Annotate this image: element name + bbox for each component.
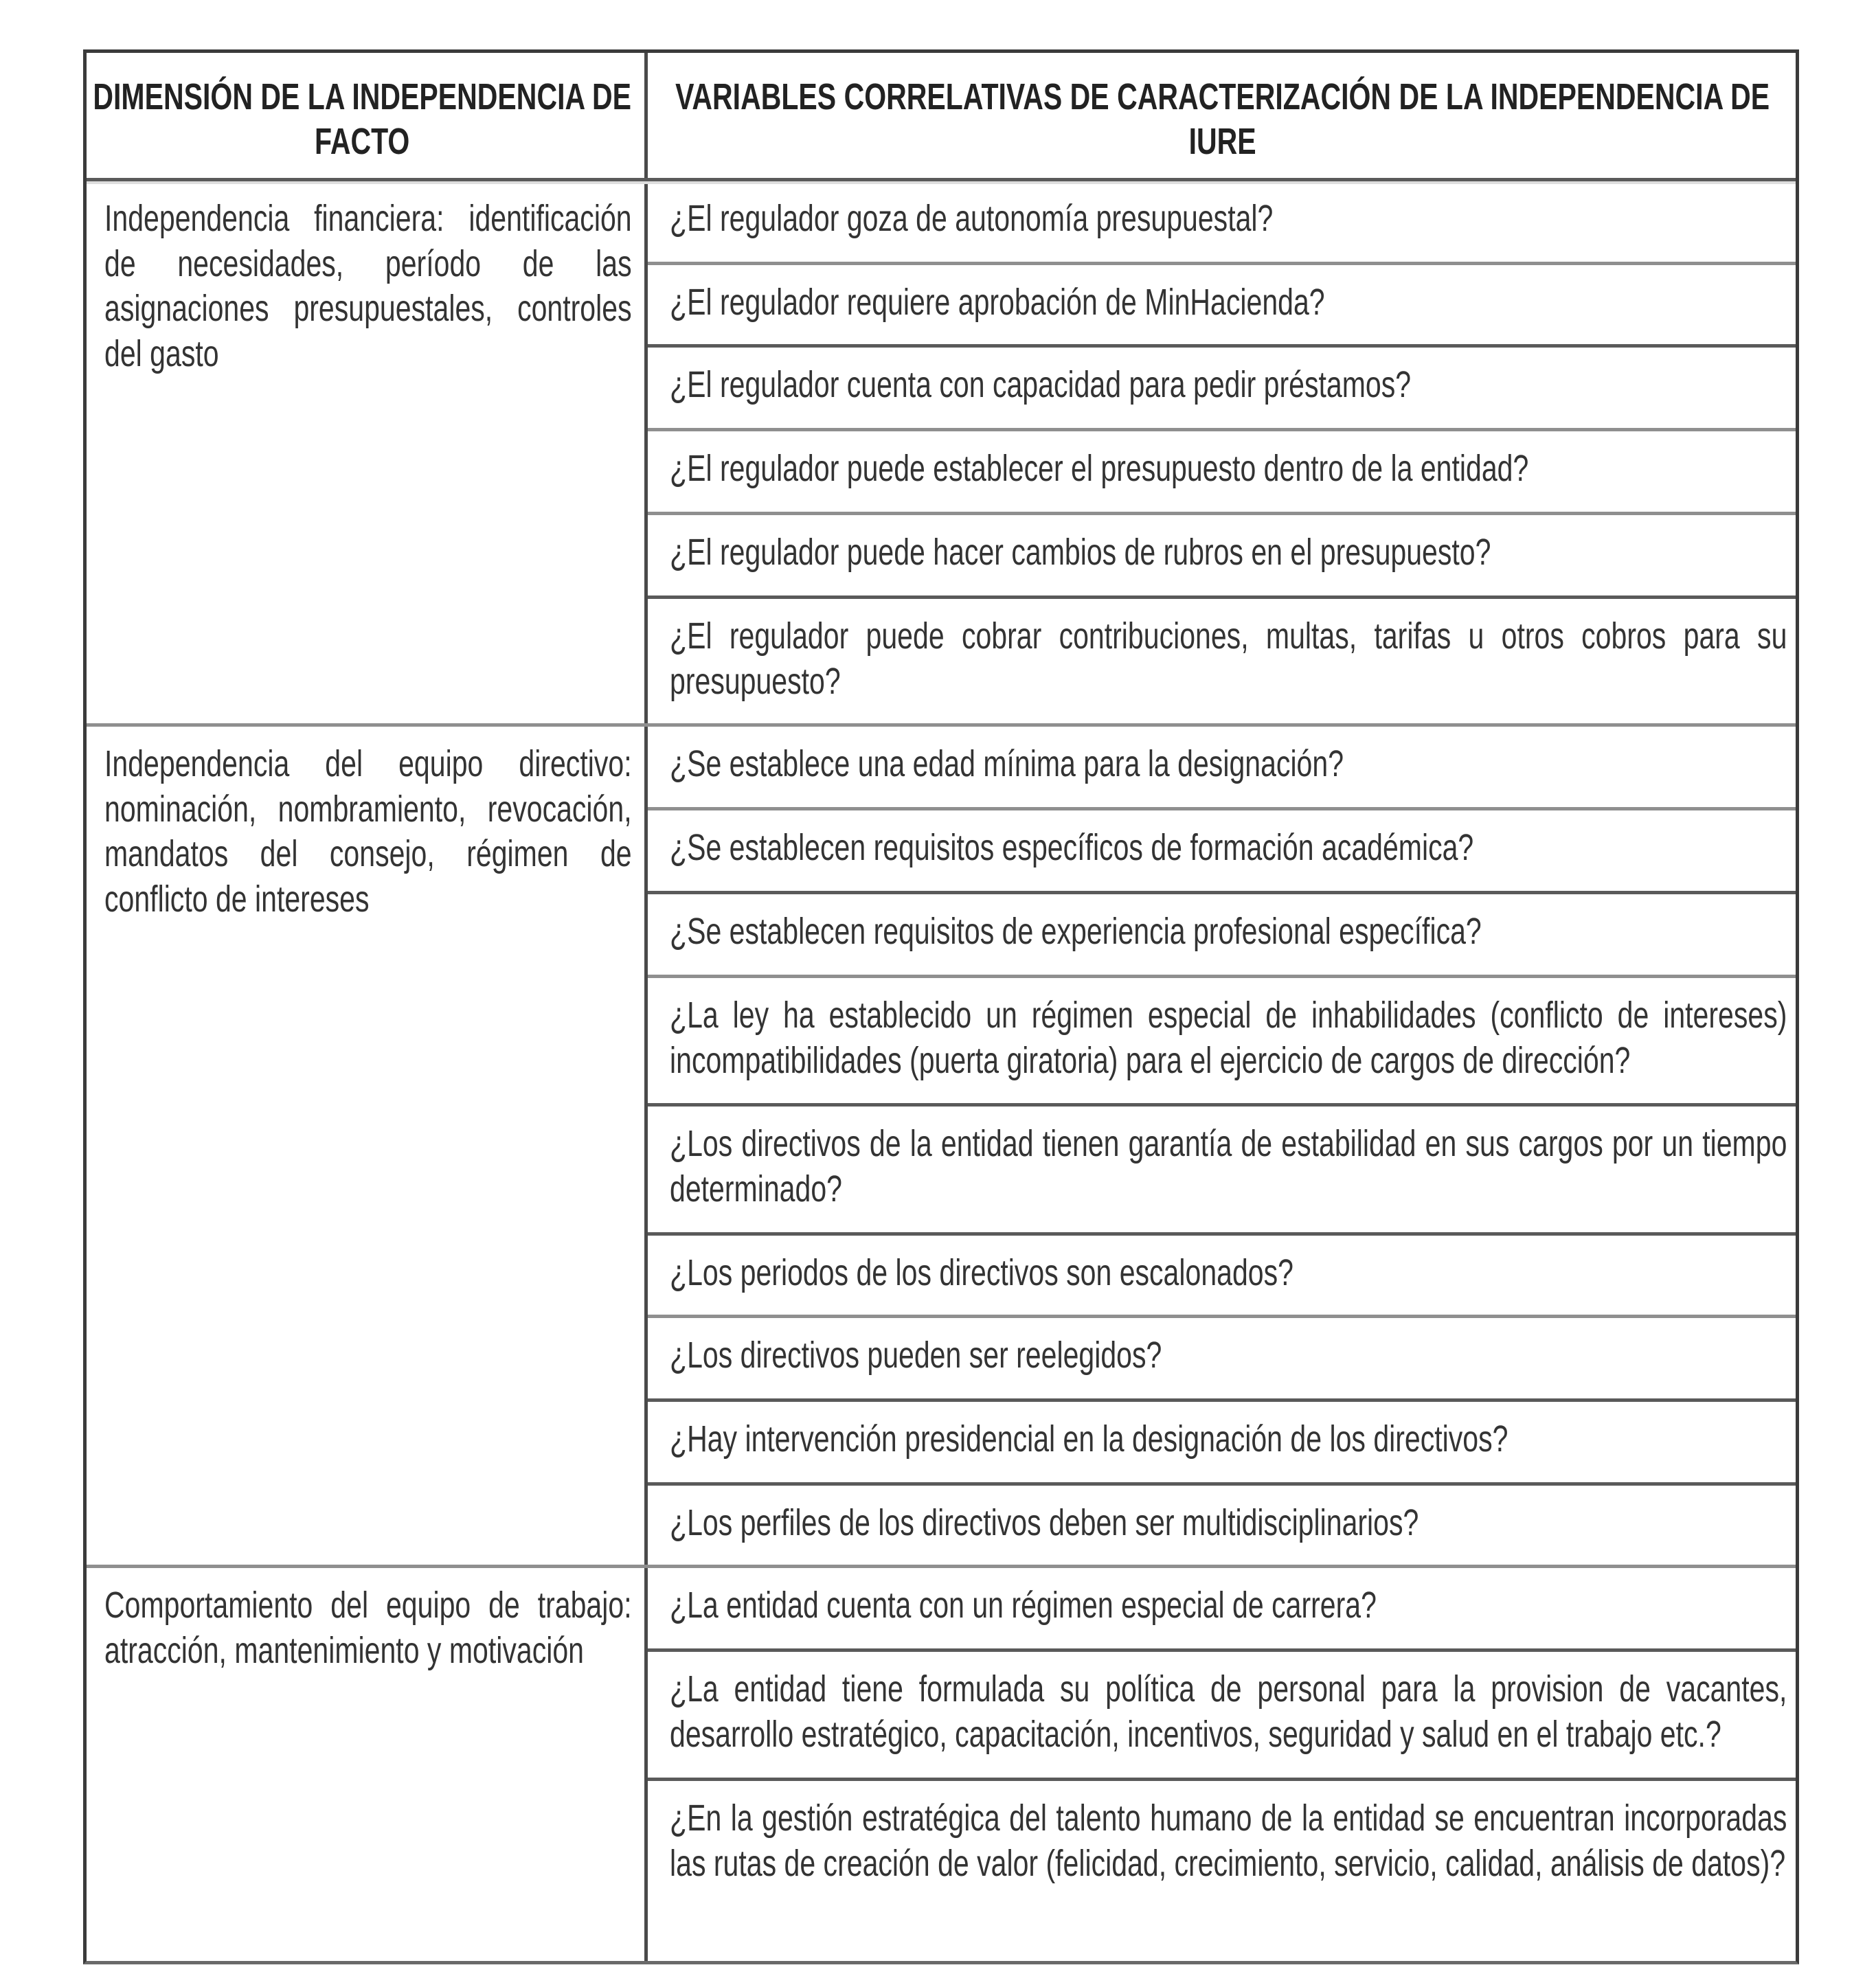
variable-text: ¿Hay intervención presidencial en la designación de los directivos?: [670, 1418, 1508, 1460]
dimension-text: Comportamiento del equipo de trabajo: atracción, mantenimiento y motivación: [104, 1585, 632, 1671]
variable-cell: [648, 599, 1796, 723]
variable-text: ¿La entidad cuenta con un régimen especial de carrera?: [670, 1585, 1377, 1626]
variable-text: ¿Los directivos pueden ser reelegidos?: [670, 1335, 1162, 1376]
dimension-text: Independencia del equipo directivo: nominación, nombramiento, revocación, mandatos del consejo, régimen de conflicto de intereses: [104, 743, 632, 920]
variable-cell: [648, 1318, 1796, 1398]
variable-text: ¿Se establecen requisitos de experiencia profesional específica?: [670, 911, 1482, 952]
variable-text: ¿El regulador goza de autonomía presupuestal?: [670, 198, 1274, 239]
variable-text: ¿El regulador puede hacer cambios de rubros en el presupuesto?: [670, 532, 1491, 573]
variable-cell: [648, 1568, 1796, 1648]
header-variables: [648, 53, 1796, 178]
variable-cell: [648, 265, 1796, 344]
variable-text: ¿Los perfiles de los directivos deben ser multidisciplinarios?: [670, 1502, 1419, 1543]
variable-cell: [648, 978, 1796, 1103]
independence-table: [83, 49, 1799, 1964]
dimension-cell-financial: [87, 181, 644, 723]
variable-text: ¿El regulador requiere aprobación de MinHacienda?: [670, 282, 1325, 323]
header-dimension-text: DIMENSIÓN DE LA INDEPENDENCIA DE FACTO: [93, 76, 632, 162]
variable-text: ¿Los directivos de la entidad tienen garantía de estabilidad en sus cargos por un tiempo determinado?: [670, 1123, 1787, 1210]
header-variables-text: VARIABLES CORRELATIVAS DE CARACTERIZACIÓN DE LA INDEPENDENCIA DE IURE: [675, 76, 1770, 162]
variable-text: ¿La entidad tiene formulada su política de personal para la provision de vacantes, desarrollo estratégico, capacitación, incentivos, seguridad y salud en el trabajo etc.?: [670, 1668, 1787, 1755]
variable-text: ¿La ley ha establecido un régimen especial de inhabilidades (conflicto de intereses) incompatibilidades (puerta giratoria) para el ejercicio de cargos de dirección?: [670, 995, 1787, 1081]
variable-text: ¿Se establece una edad mínima para la designación?: [670, 743, 1344, 784]
variable-text: ¿El regulador puede cobrar contribuciones, multas, tarifas u otros cobros para su presupuesto?: [670, 615, 1787, 702]
variable-cell: [648, 727, 1796, 807]
variable-cell: [648, 894, 1796, 975]
dimension-text: Independencia financiera: identificación de necesidades, período de las asignaciones presupuestales, controles del gasto: [104, 198, 632, 374]
variable-text: ¿El regulador puede establecer el presupuesto dentro de la entidad?: [670, 448, 1529, 489]
variable-cell: [648, 1652, 1796, 1778]
variable-cell: [648, 810, 1796, 891]
variable-cell: [648, 431, 1796, 512]
variable-cell: [648, 348, 1796, 428]
variable-text: ¿El regulador cuenta con capacidad para pedir préstamos?: [670, 364, 1412, 405]
variable-text: ¿En la gestión estratégica del talento humano de la entidad se encuentran incorporadas las rutas de creación de valor (felicidad, crecimiento, servicio, calidad, análisis de datos)?: [670, 1797, 1787, 1884]
variable-cell: [648, 515, 1796, 595]
header-dimension: [87, 53, 644, 178]
variable-cell: [648, 1486, 1796, 1565]
variable-text: ¿Se establecen requisitos específicos de formación académica?: [670, 827, 1474, 868]
variable-text: ¿Los periodos de los directivos son escalonados?: [670, 1252, 1293, 1293]
variable-cell: [648, 1402, 1796, 1482]
dimension-cell-staff: [87, 1568, 644, 1964]
variable-cell: [648, 1781, 1796, 1964]
variable-cell: [648, 181, 1796, 262]
variable-cell: [648, 1236, 1796, 1315]
variable-cell: [648, 1107, 1796, 1232]
dimension-cell-board: [87, 727, 644, 1565]
